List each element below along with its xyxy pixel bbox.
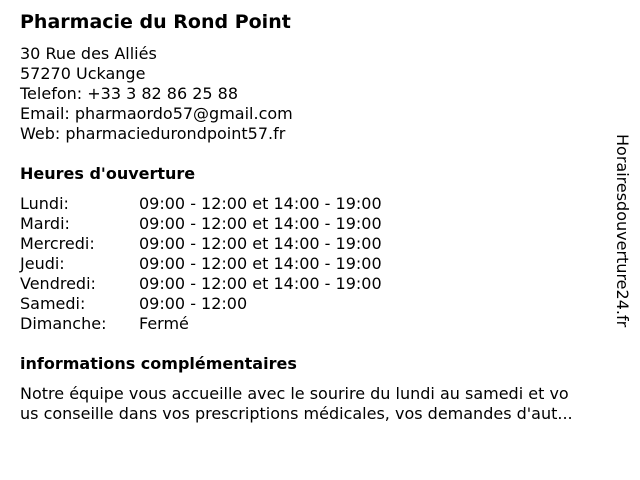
day-hours: 09:00 - 12:00 et 14:00 - 19:00 <box>139 214 382 233</box>
phone-number: Telefon: +33 3 82 86 25 88 <box>20 84 239 103</box>
email-address: Email: pharmaordo57@gmail.com <box>20 104 293 123</box>
website: Web: pharmaciedurondpoint57.fr <box>20 124 286 143</box>
description-line: Notre équipe vous accueille avec le sourire du lundi au samedi et vo <box>20 384 569 403</box>
day-label: Vendredi: <box>20 274 96 293</box>
additional-info-heading: informations complémentaires <box>20 354 297 373</box>
day-hours: 09:00 - 12:00 <box>139 294 248 313</box>
day-label: Jeudi: <box>20 254 65 273</box>
day-hours: 09:00 - 12:00 et 14:00 - 19:00 <box>139 254 382 273</box>
day-label: Dimanche: <box>20 314 107 333</box>
address-block <box>20 44 293 144</box>
day-hours: 09:00 - 12:00 et 14:00 - 19:00 <box>139 234 382 253</box>
day-label: Mercredi: <box>20 234 95 253</box>
street-address: 30 Rue des Alliés <box>20 44 157 63</box>
day-label: Lundi: <box>20 194 69 213</box>
additional-info-text <box>20 384 620 424</box>
pharmacy-name: Pharmacie du Rond Point <box>20 11 291 33</box>
day-label: Samedi: <box>20 294 86 313</box>
opening-hours-heading: Heures d'ouverture <box>20 164 196 183</box>
description-line: us conseille dans vos prescriptions médicales, vos demandes d'aut... <box>20 404 573 423</box>
source-watermark: Horairesdouverture24.fr <box>613 134 632 328</box>
day-hours: 09:00 - 12:00 et 14:00 - 19:00 <box>139 274 382 293</box>
day-label: Mardi: <box>20 214 70 233</box>
day-hours: Fermé <box>139 314 189 333</box>
day-hours: 09:00 - 12:00 et 14:00 - 19:00 <box>139 194 382 213</box>
city-postal: 57270 Uckange <box>20 64 146 83</box>
